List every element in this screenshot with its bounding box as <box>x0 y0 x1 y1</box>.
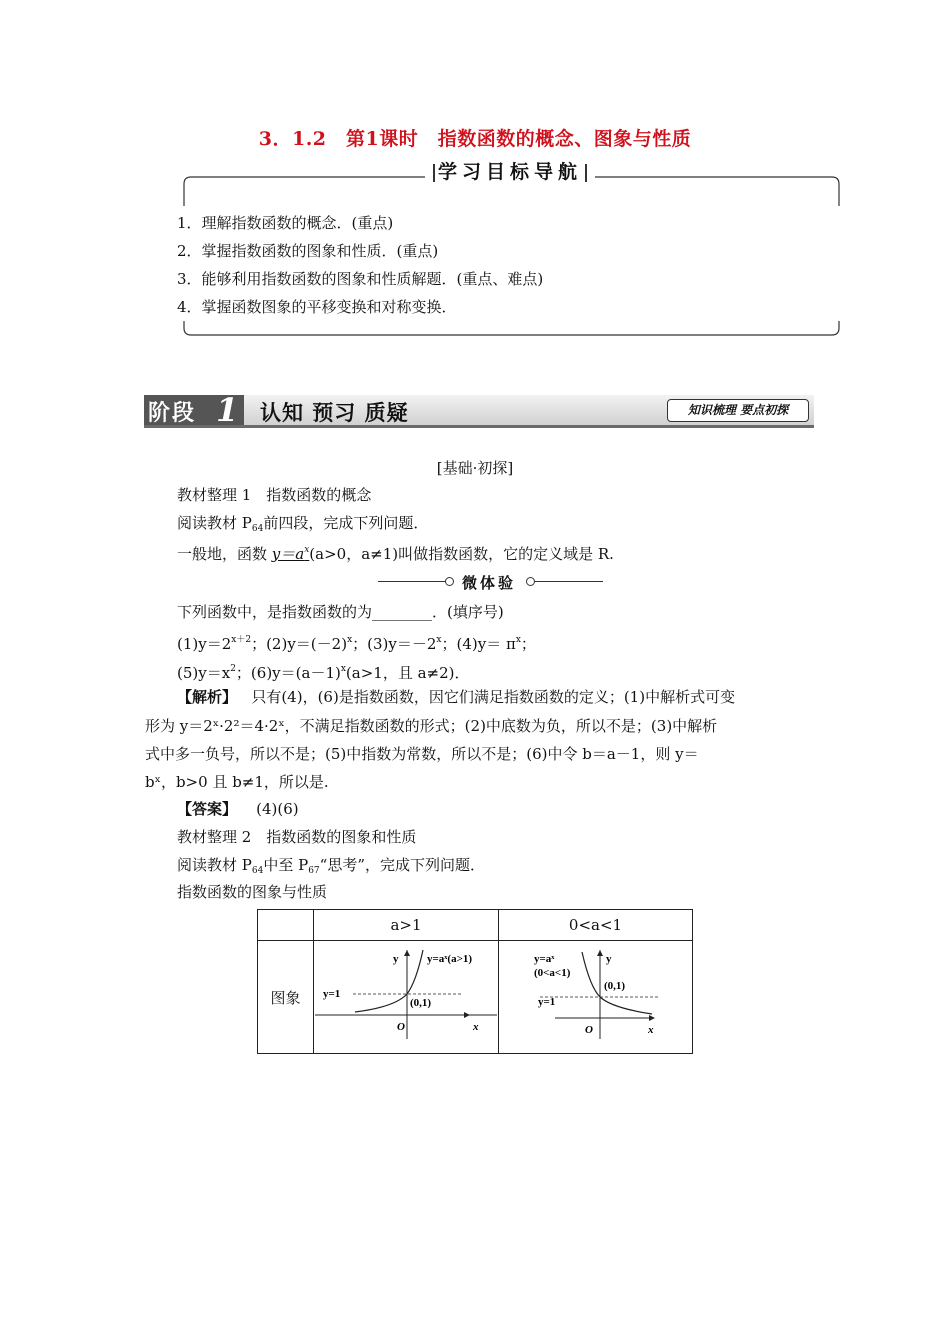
heading-1: 教材整理 1 指数函数的概念 <box>177 486 372 504</box>
goal-item: 3．能够利用指数函数的图象和性质解题．(重点、难点) <box>177 270 544 288</box>
stage-tag: 知识梳理 要点初探 <box>667 399 809 422</box>
graph-cell-1 <box>314 941 499 1054</box>
micro-divider <box>378 572 604 592</box>
graph-cell-2 <box>499 941 693 1054</box>
read-instruction-1: 阅读教材 $P_{64}$前四段，完成下列问题． <box>177 514 429 534</box>
analysis-line: 式中多一负号，所以不是；(5)中指数为常数，所以不是；(6)中令 b＝a－1，则 y＝ <box>145 745 699 763</box>
graph-increasing <box>315 942 497 1052</box>
stage-banner <box>144 391 814 429</box>
graph2-curve-label: y=aˣ <box>534 953 555 965</box>
graph1-origin-label: O <box>397 1021 405 1033</box>
analysis-label: 【解析】 <box>177 688 238 706</box>
answer-value: (4)(6) <box>256 800 299 818</box>
heading-2: 教材整理 2 指数函数的图象和性质 <box>177 828 417 846</box>
properties-table <box>257 909 693 1054</box>
graph1-y-label: y <box>393 953 399 965</box>
micro-title: 微体验 <box>462 574 517 592</box>
graph2-curve-range: (0<a<1) <box>534 967 571 979</box>
goal-item: 1．理解指数函数的概念．(重点) <box>177 214 394 232</box>
graph2-point-label: (0,1) <box>604 980 626 992</box>
analysis-line: bˣ，b>0 且 b≠1，所以是. <box>145 773 329 791</box>
graph-decreasing <box>500 942 691 1052</box>
graph2-y-label: y <box>606 953 612 965</box>
goal-item: 4．掌握函数图象的平移变换和对称变换． <box>177 298 457 316</box>
question: 下列函数中，是指数函数的为________．(填序号) <box>177 603 504 621</box>
table-header-a-lt-1: 0<a<1 <box>499 910 693 941</box>
definition: 一般地，函数 $y=a^x(a>0$，a≠1)叫做指数函数，它的定义域是 R. <box>177 545 614 563</box>
analysis-line: 【解析】 只有(4)，(6)是指数函数，因它们满足指数函数的定义；(1)中解析式可变 <box>177 688 736 706</box>
page-title: 3．1.2 第1课时 指数函数的概念、图象与性质 <box>258 128 692 150</box>
stage-title: 认知 预习 质疑 <box>260 400 409 425</box>
answer-label: 【答案】 <box>177 800 238 818</box>
table-header-a-gt-1: a>1 <box>314 910 499 941</box>
options-line-2: $(5)y=x^2$；$(6)y=(a-1)^x(a>1$，且 a≠2)． <box>177 664 470 682</box>
graph1-curve-label: y=aˣ(a>1) <box>427 953 473 965</box>
graph2-x-label: x <box>648 1024 654 1036</box>
graph1-point-label: (0,1) <box>410 997 432 1009</box>
options-line-1: $(1)y=2^{x+2}$；$(2)y=(-2)^x$；$(3)y=-2^x$；$(4)y= \pi^x$； <box>177 635 536 653</box>
heading-3: 指数函数的图象与性质 <box>177 883 328 901</box>
section-label: [基础·初探] <box>436 459 514 477</box>
goals-header <box>425 158 595 186</box>
graph2-y1-label: y=1 <box>538 996 556 1008</box>
goals-header-text: 学习目标导航 <box>437 161 582 183</box>
analysis-line: 形为 y＝2ˣ·2²＝4·2ˣ，不满足指数函数的形式；(2)中底数为负，所以不是；(3)中解析 <box>145 717 718 735</box>
table-corner <box>258 910 314 941</box>
goal-item: 2．掌握指数函数的图象和性质．(重点) <box>177 242 439 260</box>
read-instruction-2: 阅读教材 $P_{64}$中至 $P_{67}“$思考”，完成下列问题． <box>177 856 485 876</box>
stage-number: 1 <box>216 391 239 429</box>
definition-formula: $y=a^x$ <box>271 545 310 563</box>
graph1-y1-label: y=1 <box>323 988 341 1000</box>
answer-line <box>177 799 299 819</box>
table-row-label: 图象 <box>258 941 314 1054</box>
graph1-x-label: x <box>473 1021 479 1033</box>
graph2-origin-label: O <box>585 1024 593 1036</box>
stage-prefix: 阶段 <box>148 401 197 426</box>
